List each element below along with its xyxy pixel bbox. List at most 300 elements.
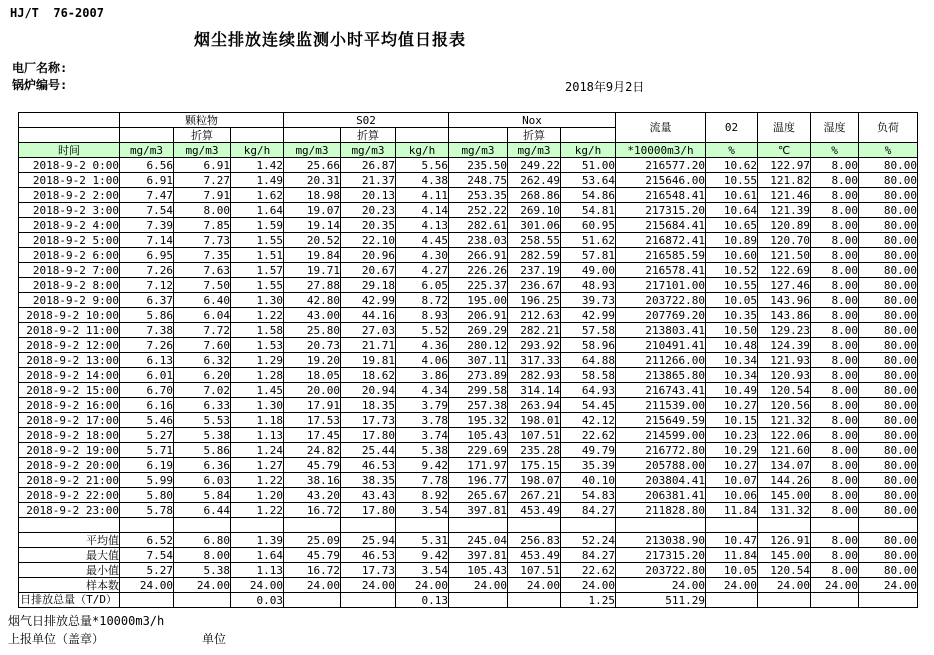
empty-cell — [174, 518, 231, 533]
value-cell: 195.00 — [449, 293, 508, 308]
value-cell: 10.15 — [706, 413, 758, 428]
data-row — [19, 473, 918, 488]
flue-gas-total-label: 烟气日排放总量*10000m3/h — [8, 614, 165, 628]
value-cell: 253.35 — [449, 188, 508, 203]
time-cell: 2018-9-2 3:00 — [19, 203, 120, 218]
time-cell: 2018-9-2 15:00 — [19, 383, 120, 398]
summary-value-cell: 5.38 — [174, 563, 231, 578]
value-cell: 54.83 — [561, 488, 616, 503]
value-cell: 120.70 — [758, 233, 811, 248]
value-cell: 20.52 — [284, 233, 341, 248]
summary-value-cell: 5.27 — [120, 563, 174, 578]
data-row — [19, 248, 918, 263]
value-cell: 51.62 — [561, 233, 616, 248]
value-cell: 120.56 — [758, 398, 811, 413]
value-cell: 80.00 — [859, 203, 918, 218]
value-cell: 216743.41 — [616, 383, 706, 398]
value-cell: 1.57 — [231, 263, 284, 278]
value-cell: 225.37 — [449, 278, 508, 293]
value-cell: 17.73 — [341, 413, 396, 428]
data-row — [19, 323, 918, 338]
value-cell: 121.82 — [758, 173, 811, 188]
load-unit: % — [859, 143, 918, 158]
value-cell: 64.88 — [561, 353, 616, 368]
value-cell: 1.22 — [231, 473, 284, 488]
value-cell: 1.55 — [231, 233, 284, 248]
value-cell: 196.77 — [449, 473, 508, 488]
empty-cell — [758, 518, 811, 533]
value-cell: 7.14 — [120, 233, 174, 248]
value-cell: 293.92 — [508, 338, 561, 353]
daily-total-value-cell — [758, 593, 811, 608]
report-table — [18, 112, 918, 608]
daily-total-value-cell — [811, 593, 859, 608]
value-cell: 20.00 — [284, 383, 341, 398]
humidity-header: 湿度 — [811, 113, 859, 143]
value-cell: 10.29 — [706, 443, 758, 458]
value-cell: 8.00 — [811, 458, 859, 473]
flow-header: 流量 — [616, 113, 706, 143]
value-cell: 8.00 — [811, 413, 859, 428]
summary-value-cell: 256.83 — [508, 533, 561, 548]
value-cell: 58.58 — [561, 368, 616, 383]
summary-value-cell: 52.24 — [561, 533, 616, 548]
value-cell: 269.10 — [508, 203, 561, 218]
daily-total-label-cell — [19, 593, 120, 608]
value-cell: 6.95 — [120, 248, 174, 263]
value-cell: 8.00 — [811, 368, 859, 383]
value-cell: 216578.41 — [616, 263, 706, 278]
summary-value-cell: 8.00 — [811, 563, 859, 578]
value-cell: 17.80 — [341, 428, 396, 443]
summary-value-cell: 24.00 — [231, 578, 284, 593]
value-cell: 80.00 — [859, 473, 918, 488]
value-cell: 6.13 — [120, 353, 174, 368]
summary-value-cell: 16.72 — [284, 563, 341, 578]
value-cell: 124.39 — [758, 338, 811, 353]
value-cell: 5.80 — [120, 488, 174, 503]
value-cell: 80.00 — [859, 413, 918, 428]
value-cell: 7.38 — [120, 323, 174, 338]
value-cell: 17.80 — [341, 503, 396, 518]
value-cell: 3.78 — [396, 413, 449, 428]
value-cell: 6.91 — [174, 158, 231, 173]
value-cell: 10.61 — [706, 188, 758, 203]
summary-value-cell: 9.42 — [396, 548, 449, 563]
value-cell: 5.38 — [396, 443, 449, 458]
summary-value-cell: 24.00 — [174, 578, 231, 593]
daily-total-value-cell: 1.25 — [561, 593, 616, 608]
summary-value-cell: 24.00 — [706, 578, 758, 593]
value-cell: 80.00 — [859, 398, 918, 413]
value-cell: 196.25 — [508, 293, 561, 308]
summary-value-cell: 203722.80 — [616, 563, 706, 578]
value-cell: 314.14 — [508, 383, 561, 398]
summary-value-cell: 80.00 — [859, 563, 918, 578]
value-cell: 207769.20 — [616, 308, 706, 323]
temperature-unit: ℃ — [758, 143, 811, 158]
value-cell: 203722.80 — [616, 293, 706, 308]
value-cell: 10.50 — [706, 323, 758, 338]
value-cell: 51.00 — [561, 158, 616, 173]
value-cell: 10.55 — [706, 278, 758, 293]
value-cell: 10.55 — [706, 173, 758, 188]
time-header-spacer — [19, 113, 120, 128]
summary-value-cell: 25.94 — [341, 533, 396, 548]
value-cell: 20.94 — [341, 383, 396, 398]
value-cell: 282.21 — [508, 323, 561, 338]
value-cell: 43.20 — [284, 488, 341, 503]
value-cell: 5.52 — [396, 323, 449, 338]
value-cell: 10.64 — [706, 203, 758, 218]
unit-label: 单位 — [202, 632, 227, 646]
value-cell: 6.91 — [120, 173, 174, 188]
value-cell: 5.84 — [174, 488, 231, 503]
data-row — [19, 353, 918, 368]
value-cell: 122.97 — [758, 158, 811, 173]
value-cell: 226.26 — [449, 263, 508, 278]
value-cell: 1.28 — [231, 368, 284, 383]
daily-total-value-cell — [449, 593, 508, 608]
humidity-unit: % — [811, 143, 859, 158]
value-cell: 7.72 — [174, 323, 231, 338]
value-cell: 3.86 — [396, 368, 449, 383]
value-cell: 282.93 — [508, 368, 561, 383]
summary-label-cell: 最小值 — [19, 563, 120, 578]
value-cell: 25.44 — [341, 443, 396, 458]
value-cell: 307.11 — [449, 353, 508, 368]
time-column-header: 时间 — [19, 143, 120, 158]
table-body — [19, 158, 918, 608]
so2-rate-unit: kg/h — [396, 143, 449, 158]
value-cell: 39.73 — [561, 293, 616, 308]
value-cell: 4.45 — [396, 233, 449, 248]
value-cell: 269.29 — [449, 323, 508, 338]
value-cell: 257.38 — [449, 398, 508, 413]
value-cell: 8.00 — [811, 248, 859, 263]
value-cell: 8.00 — [811, 488, 859, 503]
value-cell: 21.37 — [341, 173, 396, 188]
value-cell: 20.31 — [284, 173, 341, 188]
value-cell: 1.22 — [231, 308, 284, 323]
data-row — [19, 413, 918, 428]
value-cell: 1.53 — [231, 338, 284, 353]
value-cell: 10.05 — [706, 293, 758, 308]
value-cell: 44.16 — [341, 308, 396, 323]
value-cell: 7.50 — [174, 278, 231, 293]
o2-unit: % — [706, 143, 758, 158]
summary-value-cell: 17.73 — [341, 563, 396, 578]
value-cell: 49.79 — [561, 443, 616, 458]
value-cell: 248.75 — [449, 173, 508, 188]
value-cell: 42.12 — [561, 413, 616, 428]
value-cell: 80.00 — [859, 488, 918, 503]
data-row — [19, 263, 918, 278]
value-cell: 216585.59 — [616, 248, 706, 263]
value-cell: 1.42 — [231, 158, 284, 173]
value-cell: 5.78 — [120, 503, 174, 518]
nox-converted-header: 折算 — [508, 128, 561, 143]
value-cell: 8.00 — [811, 278, 859, 293]
value-cell: 5.86 — [120, 308, 174, 323]
summary-value-cell: 10.47 — [706, 533, 758, 548]
summary-value-cell: 24.00 — [859, 578, 918, 593]
value-cell: 80.00 — [859, 158, 918, 173]
daily-total-value-cell — [174, 593, 231, 608]
value-cell: 7.02 — [174, 383, 231, 398]
daily-total-value-cell — [859, 593, 918, 608]
summary-row — [19, 533, 918, 548]
time-cell: 2018-9-2 20:00 — [19, 458, 120, 473]
nox-unit: mg/m3 — [449, 143, 508, 158]
summary-value-cell: 25.09 — [284, 533, 341, 548]
value-cell: 215649.59 — [616, 413, 706, 428]
value-cell: 3.54 — [396, 503, 449, 518]
value-cell: 80.00 — [859, 353, 918, 368]
value-cell: 211828.80 — [616, 503, 706, 518]
data-row — [19, 458, 918, 473]
value-cell: 217101.00 — [616, 278, 706, 293]
value-cell: 7.85 — [174, 218, 231, 233]
value-cell: 19.20 — [284, 353, 341, 368]
value-cell: 43.43 — [341, 488, 396, 503]
value-cell: 11.84 — [706, 503, 758, 518]
value-cell: 213865.80 — [616, 368, 706, 383]
value-cell: 4.27 — [396, 263, 449, 278]
value-cell: 18.98 — [284, 188, 341, 203]
value-cell: 397.81 — [449, 503, 508, 518]
empty-cell — [120, 518, 174, 533]
value-cell: 8.00 — [811, 293, 859, 308]
value-cell: 144.26 — [758, 473, 811, 488]
value-cell: 38.16 — [284, 473, 341, 488]
value-cell: 121.60 — [758, 443, 811, 458]
value-cell: 6.04 — [174, 308, 231, 323]
data-row — [19, 158, 918, 173]
value-cell: 206.91 — [449, 308, 508, 323]
value-cell: 263.94 — [508, 398, 561, 413]
value-cell: 19.81 — [341, 353, 396, 368]
pm-converted-header: 折算 — [174, 128, 231, 143]
summary-label-cell: 样本数 — [19, 578, 120, 593]
value-cell: 238.03 — [449, 233, 508, 248]
value-cell: 8.00 — [811, 308, 859, 323]
value-cell: 4.14 — [396, 203, 449, 218]
value-cell: 10.27 — [706, 398, 758, 413]
summary-value-cell: 3.54 — [396, 563, 449, 578]
value-cell: 10.06 — [706, 488, 758, 503]
value-cell: 120.93 — [758, 368, 811, 383]
so2-group-header: S02 — [284, 113, 449, 128]
value-cell: 8.00 — [811, 503, 859, 518]
value-cell: 80.00 — [859, 338, 918, 353]
value-cell: 7.26 — [120, 338, 174, 353]
summary-value-cell: 5.31 — [396, 533, 449, 548]
summary-value-cell: 217315.20 — [616, 548, 706, 563]
data-row — [19, 443, 918, 458]
value-cell: 10.23 — [706, 428, 758, 443]
data-row — [19, 203, 918, 218]
value-cell: 20.73 — [284, 338, 341, 353]
value-cell: 17.45 — [284, 428, 341, 443]
time-cell: 2018-9-2 9:00 — [19, 293, 120, 308]
value-cell: 8.00 — [811, 158, 859, 173]
value-cell: 80.00 — [859, 293, 918, 308]
value-cell: 105.43 — [449, 428, 508, 443]
value-cell: 53.64 — [561, 173, 616, 188]
value-cell: 267.21 — [508, 488, 561, 503]
value-cell: 266.91 — [449, 248, 508, 263]
value-cell: 4.11 — [396, 188, 449, 203]
value-cell: 4.30 — [396, 248, 449, 263]
value-cell: 7.60 — [174, 338, 231, 353]
value-cell: 7.39 — [120, 218, 174, 233]
value-cell: 16.72 — [284, 503, 341, 518]
value-cell: 211539.00 — [616, 398, 706, 413]
summary-row — [19, 563, 918, 578]
value-cell: 8.00 — [811, 443, 859, 458]
value-cell: 8.00 — [811, 203, 859, 218]
value-cell: 18.05 — [284, 368, 341, 383]
summary-row — [19, 578, 918, 593]
empty-cell — [859, 518, 918, 533]
value-cell: 20.23 — [341, 203, 396, 218]
value-cell: 212.63 — [508, 308, 561, 323]
value-cell: 80.00 — [859, 218, 918, 233]
value-cell: 1.59 — [231, 218, 284, 233]
value-cell: 6.19 — [120, 458, 174, 473]
value-cell: 235.50 — [449, 158, 508, 173]
summary-value-cell: 24.00 — [616, 578, 706, 593]
value-cell: 64.93 — [561, 383, 616, 398]
value-cell: 235.28 — [508, 443, 561, 458]
summary-value-cell: 24.00 — [396, 578, 449, 593]
value-cell: 80.00 — [859, 323, 918, 338]
value-cell: 25.66 — [284, 158, 341, 173]
so2-converted-header: 折算 — [341, 128, 396, 143]
summary-row — [19, 548, 918, 563]
data-row — [19, 278, 918, 293]
value-cell: 8.00 — [811, 263, 859, 278]
value-cell: 214599.00 — [616, 428, 706, 443]
value-cell: 22.62 — [561, 428, 616, 443]
value-cell: 453.49 — [508, 503, 561, 518]
summary-value-cell: 10.05 — [706, 563, 758, 578]
value-cell: 80.00 — [859, 428, 918, 443]
value-cell: 6.36 — [174, 458, 231, 473]
summary-value-cell: 145.00 — [758, 548, 811, 563]
time-cell: 2018-9-2 14:00 — [19, 368, 120, 383]
value-cell: 6.37 — [120, 293, 174, 308]
value-cell: 48.93 — [561, 278, 616, 293]
value-cell: 9.42 — [396, 458, 449, 473]
pm-unit: mg/m3 — [120, 143, 174, 158]
summary-value-cell: 24.00 — [811, 578, 859, 593]
value-cell: 7.54 — [120, 203, 174, 218]
load-header: 负荷 — [859, 113, 918, 143]
value-cell: 10.34 — [706, 353, 758, 368]
value-cell: 5.99 — [120, 473, 174, 488]
value-cell: 4.06 — [396, 353, 449, 368]
value-cell: 1.30 — [231, 398, 284, 413]
value-cell: 134.07 — [758, 458, 811, 473]
flow-unit: *10000m3/h — [616, 143, 706, 158]
value-cell: 6.70 — [120, 383, 174, 398]
value-cell: 10.48 — [706, 338, 758, 353]
value-cell: 198.01 — [508, 413, 561, 428]
summary-value-cell: 213038.90 — [616, 533, 706, 548]
value-cell: 10.49 — [706, 383, 758, 398]
time-cell: 2018-9-2 2:00 — [19, 188, 120, 203]
value-cell: 1.13 — [231, 428, 284, 443]
value-cell: 1.27 — [231, 458, 284, 473]
standard-number: HJ/T 76-2007 — [10, 6, 104, 20]
value-cell: 18.35 — [341, 398, 396, 413]
value-cell: 19.71 — [284, 263, 341, 278]
value-cell: 211266.00 — [616, 353, 706, 368]
value-cell: 80.00 — [859, 458, 918, 473]
value-cell: 216772.80 — [616, 443, 706, 458]
value-cell: 1.49 — [231, 173, 284, 188]
value-cell: 27.03 — [341, 323, 396, 338]
value-cell: 121.93 — [758, 353, 811, 368]
value-cell: 237.19 — [508, 263, 561, 278]
time-cell: 2018-9-2 11:00 — [19, 323, 120, 338]
summary-value-cell: 107.51 — [508, 563, 561, 578]
time-cell: 2018-9-2 16:00 — [19, 398, 120, 413]
summary-value-cell: 84.27 — [561, 548, 616, 563]
value-cell: 54.81 — [561, 203, 616, 218]
value-cell: 145.00 — [758, 488, 811, 503]
value-cell: 4.36 — [396, 338, 449, 353]
value-cell: 4.34 — [396, 383, 449, 398]
summary-value-cell: 105.43 — [449, 563, 508, 578]
daily-total-value-cell: 0.13 — [396, 593, 449, 608]
value-cell: 299.58 — [449, 383, 508, 398]
value-cell: 7.78 — [396, 473, 449, 488]
empty-cell — [811, 518, 859, 533]
time-cell: 2018-9-2 5:00 — [19, 233, 120, 248]
header-group-row — [19, 113, 918, 128]
summary-value-cell: 24.00 — [120, 578, 174, 593]
value-cell: 1.22 — [231, 503, 284, 518]
value-cell: 6.20 — [174, 368, 231, 383]
summary-value-cell: 8.00 — [174, 548, 231, 563]
value-cell: 19.07 — [284, 203, 341, 218]
value-cell: 205788.00 — [616, 458, 706, 473]
value-cell: 80.00 — [859, 503, 918, 518]
empty-cell — [561, 518, 616, 533]
value-cell: 7.91 — [174, 188, 231, 203]
value-cell: 29.18 — [341, 278, 396, 293]
time-cell: 2018-9-2 19:00 — [19, 443, 120, 458]
o2-header: 02 — [706, 113, 758, 143]
value-cell: 4.38 — [396, 173, 449, 188]
time-cell: 2018-9-2 13:00 — [19, 353, 120, 368]
summary-value-cell: 7.54 — [120, 548, 174, 563]
value-cell: 217315.20 — [616, 203, 706, 218]
time-cell: 2018-9-2 18:00 — [19, 428, 120, 443]
value-cell: 127.46 — [758, 278, 811, 293]
value-cell: 282.61 — [449, 218, 508, 233]
value-cell: 120.54 — [758, 383, 811, 398]
value-cell: 35.39 — [561, 458, 616, 473]
value-cell: 4.13 — [396, 218, 449, 233]
summary-value-cell: 24.00 — [449, 578, 508, 593]
daily-total-label: 日排放总量（T/D） — [20, 593, 117, 606]
value-cell: 6.33 — [174, 398, 231, 413]
value-cell: 19.14 — [284, 218, 341, 233]
